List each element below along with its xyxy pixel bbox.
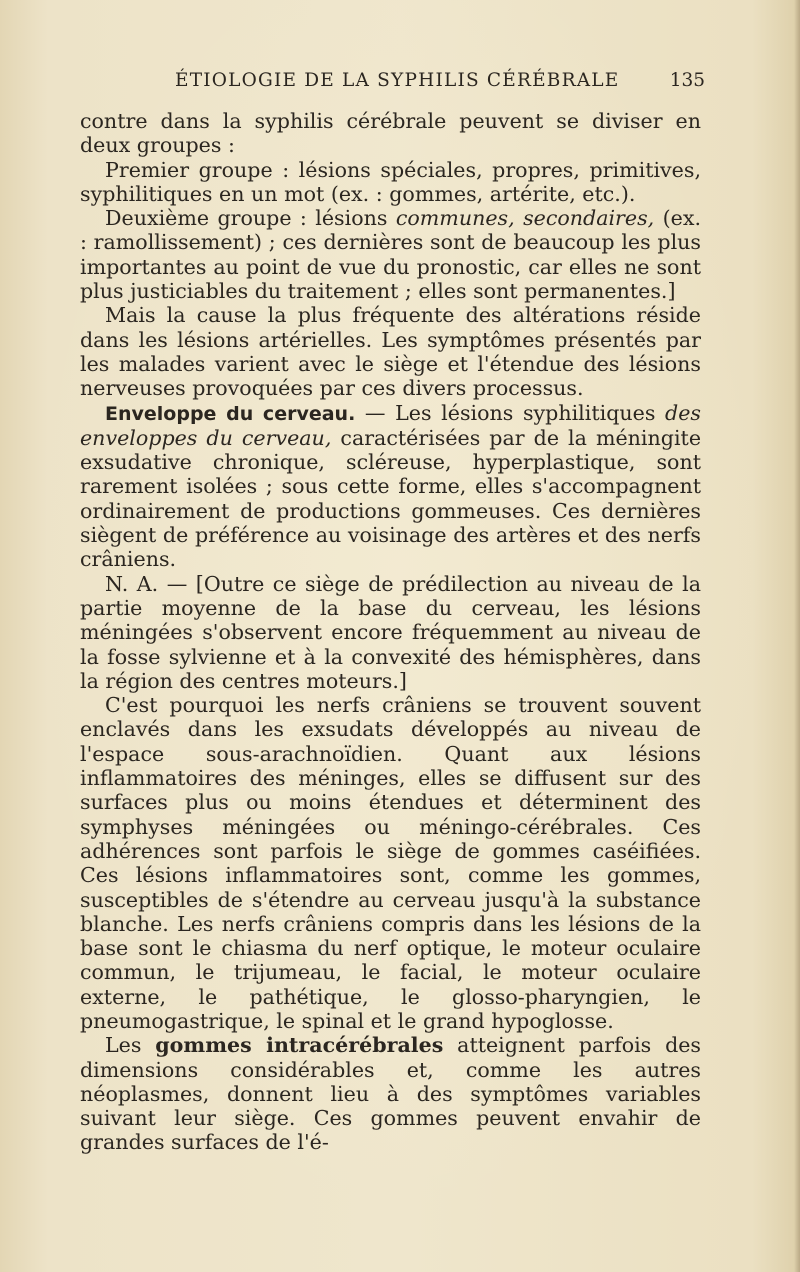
paragraph-arterial-lesions: Mais la cause la plus fréquente des altérations réside dans les lésions artérielles. Les symptômes présentés par les malades varient avec le siège et l'étendue des lésions nerveuses provoquées par ces divers processus. — [80, 303, 701, 401]
second-group-rest: (ex. : ramollissement) ; ces dernières sont de beaucoup les plus importantes au point de vue du pronostic, car elles ne sont plus justiciables du traitement ; elles sont permanentes.] — [80, 206, 702, 304]
gummas-bold-term: gommes intracérébrales — [155, 1033, 444, 1058]
second-group-lead: Deuxième groupe : lésions — [105, 206, 396, 231]
page-edge-shadow — [794, 0, 800, 1272]
paragraph-envelopes — [80, 401, 701, 572]
running-title: ÉTIOLOGIE DE LA SYPHILIS CÉRÉBRALE — [175, 70, 620, 91]
gummas-rest: atteignent parfois des dimensions considérables et, comme les autres néoplasmes, donnent lieu à des symptômes variables suivant leur siège. Ces gommes peuvent envahir de grandes surfaces de l'é- — [80, 1033, 702, 1155]
paragraph-cranial-nerves: C'est pourquoi les nerfs crâniens se trouvent souvent enclavés dans les exsudats développés au niveau de l'espace sous-arachnoïdien. Quant aux lésions inflammatoires des méninges, elles se diffusent sur des surfaces plus ou moins étendues et déterminent des symphyses méningées ou méningo-cérébrales. Ces adhérences sont parfois le siège de gommes caséifiées. Ces lésions inflammatoires sont, comme les gommes, susceptibles de s'étendre au cerveau jusqu'à la substance blanche. Les nerfs crâniens compris dans les lésions de la base sont le chiasma du nerf optique, le moteur oculaire commun, le trijumeau, le facial, le moteur oculaire externe, le pathétique, le glosso-pharyngien, le pneumogastrique, le spinal et le grand hypoglosse. — [80, 693, 701, 1033]
paragraph-first-group: Premier groupe : lésions spéciales, propres, primitives, syphilitiques en un mot (ex. : gommes, artérite, etc.). — [80, 157, 701, 206]
gummas-lead: Les — [105, 1033, 156, 1058]
body-text — [80, 109, 701, 1155]
envelopes-rest: caractérisées par de la méningite exsudative chronique, scléreuse, hyperplastique, sont rarement isolées ; sous cette forme, elles s'accompagnent ordinairement de productions gommeuses. Ces dernières siègent de préférence au voisinage des artères et des nerfs crâniens. — [80, 425, 701, 572]
paragraph-gummas — [80, 1033, 701, 1154]
envelopes-lead: — Les lésions syphilitiques — [355, 400, 666, 425]
paragraph-note: N. A. — [Outre ce siège de prédilection au niveau de la partie moyenne de la base du cerveau, les lésions méningées s'observent encore fréquemment au niveau de la fosse sylvienne et à la convexité des hémisphères, dans la région des centres moteurs.] — [80, 571, 701, 693]
envelopes-italic: des enveloppes du cerveau, — [80, 400, 701, 450]
paragraph-second-group — [80, 206, 701, 303]
section-heading-envelopes: Enveloppe du cerveau. — [105, 402, 356, 425]
page-header — [175, 70, 705, 96]
page-number: 135 — [669, 70, 705, 91]
paragraph-continuation: contre dans la syphilis cérébrale peuvent se diviser en deux groupes : — [80, 109, 701, 158]
second-group-italic: communes, secondaires, — [395, 206, 655, 231]
